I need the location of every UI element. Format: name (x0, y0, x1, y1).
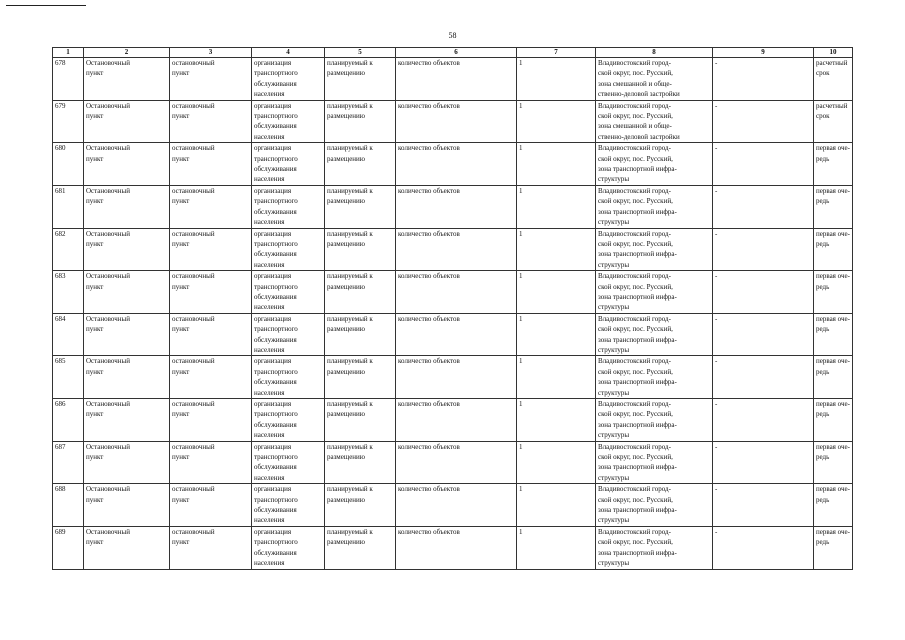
object-location: Владивостокский город- ской округ, пос. Русский, зона смешанной и обще- ственно-деловой застройки (598, 59, 680, 99)
objects-table (52, 47, 853, 570)
object-name-cell (84, 484, 170, 527)
table-row (53, 313, 853, 356)
object-location-cell (596, 58, 713, 101)
object-purpose-cell (252, 228, 325, 271)
object-name: Остановочный пункт (86, 101, 130, 121)
object-location: Владивостокский город- ской округ, пос. Русский, зона транспортной инфра- структуры (598, 272, 677, 312)
implementation-term-cell (814, 356, 853, 399)
row-number-cell (53, 228, 84, 271)
object-type: остановочный пункт (172, 59, 215, 78)
indicator-value-cell (517, 399, 596, 442)
object-location: Владивостокский город- ской округ, пос. Русский, зона транспортной инфра- структуры (598, 485, 677, 525)
object-purpose: организация транспортного обслуживания населения (254, 357, 298, 397)
object-status: планируемый к размещению (327, 59, 373, 78)
object-type: остановочный пункт (172, 485, 215, 504)
protection-zone-cell (713, 228, 814, 271)
indicator-value: 1 (519, 314, 523, 323)
object-type-cell (170, 484, 252, 527)
object-type-cell (170, 399, 252, 442)
protection-zone-cell (713, 441, 814, 484)
object-type: остановочный пункт (172, 314, 215, 334)
indicator-value: 1 (519, 229, 523, 238)
indicator-value: 1 (519, 485, 523, 494)
object-name-cell (84, 58, 170, 101)
row-number-cell (53, 441, 84, 484)
object-location: Владивостокский город- ской округ, пос. Русский, зона транспортной инфра- структуры (598, 314, 677, 354)
object-type-cell (170, 356, 252, 399)
indicator-value: 1 (519, 400, 523, 408)
protection-zone: - (715, 144, 718, 153)
row-number: 688 (55, 485, 66, 494)
object-name-cell (84, 356, 170, 399)
object-status-cell (325, 313, 396, 356)
object-purpose-cell (252, 313, 325, 356)
object-purpose: организация транспортного обслуживания населения (254, 400, 298, 440)
object-status-cell (325, 58, 396, 101)
indicator-name-cell (396, 228, 517, 271)
object-name: Остановочный пункт (86, 59, 130, 78)
implementation-term: первая оче- редь (816, 314, 850, 334)
object-location: Владивостокский город- ской округ, пос. Русский, зона транспортной инфра- структуры (598, 400, 677, 440)
indicator-value: 1 (519, 59, 523, 67)
object-status-cell (325, 228, 396, 271)
row-number: 685 (55, 357, 66, 366)
indicator-name: количество объектов (398, 527, 460, 536)
object-status-cell (325, 484, 396, 527)
implementation-term: расчетный срок (816, 59, 848, 78)
indicator-name: количество объектов (398, 101, 460, 110)
protection-zone-cell (713, 100, 814, 143)
protection-zone-cell (713, 313, 814, 356)
object-name: Остановочный пункт (86, 442, 130, 462)
indicator-name: количество объектов (398, 229, 460, 238)
object-name-cell (84, 526, 170, 569)
indicator-name-cell (396, 399, 517, 442)
indicator-value: 1 (519, 357, 523, 366)
protection-zone-cell (713, 143, 814, 186)
implementation-term-cell (814, 441, 853, 484)
object-purpose: организация транспортного обслуживания населения (254, 101, 298, 141)
protection-zone: - (715, 101, 718, 110)
object-status: планируемый к размещению (327, 186, 373, 206)
protection-zone: - (715, 400, 718, 408)
implementation-term: первая оче- редь (816, 527, 850, 547)
object-type-cell (170, 313, 252, 356)
column-header: 6 (396, 48, 517, 58)
row-number-cell (53, 143, 84, 186)
indicator-value: 1 (519, 101, 523, 110)
object-type-cell (170, 58, 252, 101)
object-name-cell (84, 100, 170, 143)
implementation-term-cell (814, 271, 853, 314)
table-row (53, 399, 853, 442)
row-number-cell (53, 313, 84, 356)
indicator-name: количество объектов (398, 442, 460, 451)
implementation-term-cell (814, 143, 853, 186)
implementation-term: расчетный срок (816, 101, 848, 121)
table-row (53, 58, 853, 101)
indicator-name: количество объектов (398, 314, 460, 323)
indicator-value-cell (517, 313, 596, 356)
object-purpose-cell (252, 441, 325, 484)
indicator-value-cell (517, 228, 596, 271)
indicator-value: 1 (519, 186, 523, 195)
indicator-name-cell (396, 100, 517, 143)
object-purpose-cell (252, 100, 325, 143)
object-type-cell (170, 185, 252, 228)
row-number-cell (53, 356, 84, 399)
object-name: Остановочный пункт (86, 229, 130, 248)
object-location-cell (596, 356, 713, 399)
protection-zone-cell (713, 526, 814, 569)
object-name: Остановочный пункт (86, 272, 130, 291)
row-number-cell (53, 526, 84, 569)
object-purpose: организация транспортного обслуживания населения (254, 186, 298, 227)
column-header: 7 (517, 48, 596, 58)
object-status: планируемый к размещению (327, 272, 373, 291)
column-header: 3 (170, 48, 252, 58)
object-name: Остановочный пункт (86, 527, 130, 547)
protection-zone: - (715, 186, 718, 195)
object-location-cell (596, 228, 713, 271)
object-location: Владивостокский город- ской округ, пос. Русский, зона транспортной инфра- структуры (598, 144, 677, 184)
object-status: планируемый к размещению (327, 229, 373, 248)
object-status-cell (325, 356, 396, 399)
column-header: 10 (814, 48, 853, 58)
protection-zone-cell (713, 399, 814, 442)
indicator-value-cell (517, 356, 596, 399)
protection-zone-cell (713, 356, 814, 399)
object-purpose: организация транспортного обслуживания населения (254, 59, 298, 99)
object-status: планируемый к размещению (327, 527, 373, 547)
indicator-value-cell (517, 441, 596, 484)
object-name-cell (84, 313, 170, 356)
implementation-term-cell (814, 313, 853, 356)
row-number-cell (53, 185, 84, 228)
indicator-name-cell (396, 143, 517, 186)
object-purpose-cell (252, 356, 325, 399)
object-name: Остановочный пункт (86, 186, 130, 206)
table-row (53, 271, 853, 314)
implementation-term: первая оче- редь (816, 186, 850, 206)
implementation-term-cell (814, 228, 853, 271)
protection-zone: - (715, 272, 718, 281)
object-type-cell (170, 526, 252, 569)
object-location: Владивостокский город- ской округ, пос. Русский, зона смешанной и обще- ственно-деловой застройки (598, 101, 680, 141)
indicator-name-cell (396, 526, 517, 569)
object-purpose: организация транспортного обслуживания населения (254, 527, 298, 568)
indicator-name: количество объектов (398, 186, 460, 195)
table-row (53, 356, 853, 399)
object-location-cell (596, 271, 713, 314)
column-header: 8 (596, 48, 713, 58)
indicator-value-cell (517, 143, 596, 186)
protection-zone: - (715, 314, 718, 323)
object-name: Остановочный пункт (86, 314, 130, 334)
object-purpose: организация транспортного обслуживания населения (254, 229, 298, 269)
object-purpose-cell (252, 271, 325, 314)
object-location-cell (596, 185, 713, 228)
object-purpose: организация транспортного обслуживания населения (254, 272, 298, 312)
column-header: 4 (252, 48, 325, 58)
indicator-name: количество объектов (398, 272, 460, 281)
object-purpose: организация транспортного обслуживания населения (254, 144, 298, 184)
row-number: 681 (55, 186, 66, 195)
implementation-term: первая оче- редь (816, 229, 850, 248)
object-location: Владивостокский город- ской округ, пос. Русский, зона транспортной инфра- структуры (598, 527, 677, 568)
indicator-name-cell (396, 484, 517, 527)
table-row (53, 441, 853, 484)
protection-zone-cell (713, 185, 814, 228)
page-number: 58 (448, 31, 457, 40)
object-name: Остановочный пункт (86, 357, 130, 376)
indicator-value: 1 (519, 527, 523, 536)
object-name: Остановочный пункт (86, 485, 130, 504)
object-status: планируемый к размещению (327, 357, 373, 376)
object-status: планируемый к размещению (327, 144, 373, 163)
row-number: 682 (55, 229, 66, 238)
indicator-value-cell (517, 58, 596, 101)
object-purpose: организация транспортного обслуживания населения (254, 485, 298, 525)
indicator-name: количество объектов (398, 485, 460, 494)
protection-zone: - (715, 442, 718, 451)
protection-zone: - (715, 229, 718, 238)
indicator-name: количество объектов (398, 59, 460, 67)
protection-zone: - (715, 485, 718, 494)
object-status: планируемый к размещению (327, 400, 373, 419)
indicator-value-cell (517, 185, 596, 228)
object-status: планируемый к размещению (327, 442, 373, 462)
object-purpose: организация транспортного обслуживания населения (254, 442, 298, 482)
object-location-cell (596, 143, 713, 186)
indicator-value: 1 (519, 272, 523, 281)
implementation-term: первая оче- редь (816, 442, 850, 462)
object-location-cell (596, 484, 713, 527)
header-rule (6, 5, 86, 6)
row-number-cell (53, 58, 84, 101)
object-location-cell (596, 526, 713, 569)
object-location-cell (596, 441, 713, 484)
implementation-term-cell (814, 185, 853, 228)
object-status: планируемый к размещению (327, 101, 373, 121)
row-number: 678 (55, 59, 66, 67)
column-header: 9 (713, 48, 814, 58)
row-number: 679 (55, 101, 66, 110)
object-purpose: организация транспортного обслуживания населения (254, 314, 298, 354)
table-row (53, 526, 853, 569)
indicator-name-cell (396, 356, 517, 399)
implementation-term: первая оче- редь (816, 357, 850, 376)
implementation-term: первая оче- редь (816, 400, 850, 419)
object-name-cell (84, 185, 170, 228)
row-number: 687 (55, 442, 66, 451)
row-number-cell (53, 484, 84, 527)
object-name-cell (84, 228, 170, 271)
object-location: Владивостокский город- ской округ, пос. Русский, зона транспортной инфра- структуры (598, 442, 677, 482)
object-location: Владивостокский город- ской округ, пос. Русский, зона транспортной инфра- структуры (598, 357, 677, 397)
indicator-value: 1 (519, 144, 523, 153)
implementation-term-cell (814, 484, 853, 527)
row-number-cell (53, 271, 84, 314)
protection-zone: - (715, 357, 718, 366)
row-number: 680 (55, 144, 66, 153)
indicator-name-cell (396, 313, 517, 356)
indicator-value-cell (517, 526, 596, 569)
implementation-term-cell (814, 526, 853, 569)
object-status-cell (325, 271, 396, 314)
object-purpose-cell (252, 484, 325, 527)
object-purpose-cell (252, 58, 325, 101)
object-type: остановочный пункт (172, 144, 215, 163)
object-location: Владивостокский город- ской округ, пос. Русский, зона транспортной инфра- структуры (598, 186, 677, 227)
implementation-term-cell (814, 399, 853, 442)
indicator-name-cell (396, 441, 517, 484)
column-header: 2 (84, 48, 170, 58)
row-number-cell (53, 100, 84, 143)
table-row (53, 185, 853, 228)
object-type-cell (170, 441, 252, 484)
object-type-cell (170, 271, 252, 314)
indicator-name: количество объектов (398, 144, 460, 153)
object-type: остановочный пункт (172, 400, 215, 419)
protection-zone-cell (713, 271, 814, 314)
object-name-cell (84, 441, 170, 484)
object-purpose-cell (252, 526, 325, 569)
object-status-cell (325, 526, 396, 569)
object-purpose-cell (252, 399, 325, 442)
object-type: остановочный пункт (172, 357, 215, 376)
object-status-cell (325, 143, 396, 186)
table-row (53, 100, 853, 143)
table-row (53, 143, 853, 186)
object-location-cell (596, 399, 713, 442)
object-purpose-cell (252, 143, 325, 186)
object-type-cell (170, 100, 252, 143)
object-name-cell (84, 399, 170, 442)
object-type-cell (170, 143, 252, 186)
table-row (53, 484, 853, 527)
object-name-cell (84, 271, 170, 314)
indicator-value-cell (517, 484, 596, 527)
object-purpose-cell (252, 185, 325, 228)
indicator-name: количество объектов (398, 357, 460, 366)
object-name-cell (84, 143, 170, 186)
object-location-cell (596, 313, 713, 356)
implementation-term-cell (814, 100, 853, 143)
object-status-cell (325, 185, 396, 228)
object-name: Остановочный пункт (86, 144, 130, 163)
row-number: 686 (55, 400, 66, 408)
object-type: остановочный пункт (172, 186, 215, 206)
object-status-cell (325, 100, 396, 143)
protection-zone: - (715, 59, 718, 67)
object-status: планируемый к размещению (327, 485, 373, 504)
object-name: Остановочный пункт (86, 400, 130, 419)
protection-zone: - (715, 527, 718, 536)
column-header: 5 (325, 48, 396, 58)
row-number-cell (53, 399, 84, 442)
object-type: остановочный пункт (172, 527, 215, 547)
object-type: остановочный пункт (172, 442, 215, 462)
implementation-term: первая оче- редь (816, 485, 850, 504)
row-number: 684 (55, 314, 66, 323)
object-status: планируемый к размещению (327, 314, 373, 334)
indicator-name-cell (396, 271, 517, 314)
object-location-cell (596, 100, 713, 143)
object-type: остановочный пункт (172, 229, 215, 248)
row-number: 683 (55, 272, 66, 281)
indicator-name: количество объектов (398, 400, 460, 408)
implementation-term: первая оче- редь (816, 144, 850, 163)
table-row (53, 228, 853, 271)
object-type-cell (170, 228, 252, 271)
implementation-term-cell (814, 58, 853, 101)
column-header: 1 (53, 48, 84, 58)
indicator-name-cell (396, 58, 517, 101)
indicator-name-cell (396, 185, 517, 228)
object-status-cell (325, 441, 396, 484)
object-type: остановочный пункт (172, 101, 215, 121)
object-type: остановочный пункт (172, 272, 215, 291)
indicator-value-cell (517, 271, 596, 314)
indicator-value-cell (517, 100, 596, 143)
implementation-term: первая оче- редь (816, 272, 850, 291)
header-row (53, 48, 853, 58)
protection-zone-cell (713, 484, 814, 527)
row-number: 689 (55, 527, 66, 536)
object-location: Владивостокский город- ской округ, пос. Русский, зона транспортной инфра- структуры (598, 229, 677, 269)
object-status-cell (325, 399, 396, 442)
indicator-value: 1 (519, 442, 523, 451)
protection-zone-cell (713, 58, 814, 101)
